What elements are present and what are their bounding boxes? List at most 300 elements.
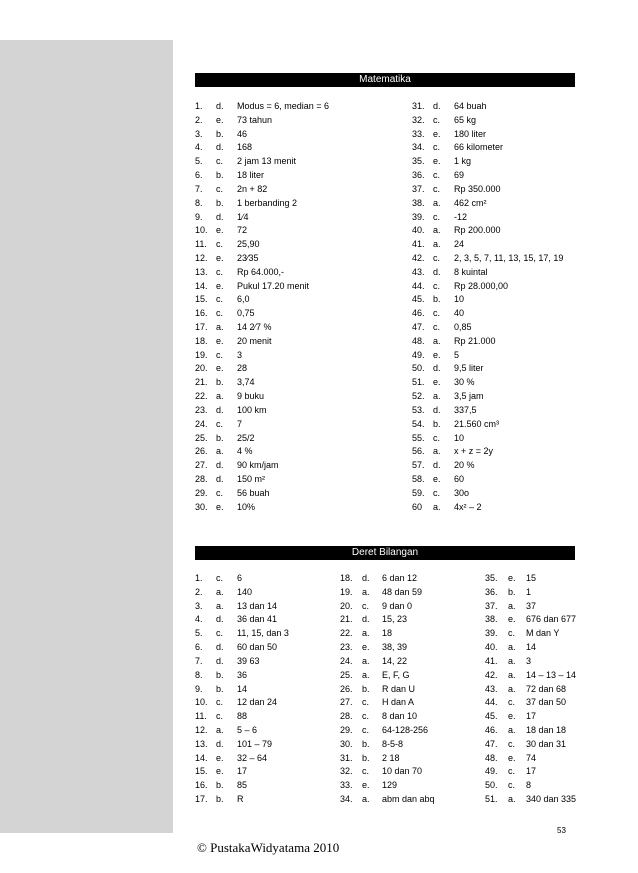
answer-text: 64 buah: [454, 101, 487, 111]
answer-text: Rp 350.000: [454, 183, 501, 194]
question-number: 58.: [412, 473, 425, 484]
answer-letter: b.: [216, 432, 224, 443]
answer-text: 5 – 6: [237, 724, 258, 735]
answer-text: 1 kg: [454, 156, 472, 167]
question-number: 22.: [195, 391, 208, 402]
answer-text: 2n + 82: [237, 183, 268, 194]
answer-row: [195, 724, 335, 738]
answer-letter: a.: [433, 197, 441, 208]
question-number: 34.: [340, 794, 353, 804]
answer-letter: e.: [362, 780, 370, 791]
answer-row: [340, 600, 480, 614]
answer-row: [485, 669, 595, 683]
answer-text: Rp 28.000,00: [454, 280, 509, 291]
answer-letter: d.: [216, 642, 224, 653]
answer-letter: b.: [362, 752, 370, 763]
question-number: 41.: [412, 239, 425, 250]
answer-text: 14: [237, 683, 248, 694]
answer-row: [412, 459, 587, 473]
question-number: 5.: [195, 628, 203, 639]
question-number: 46.: [485, 724, 498, 735]
answer-text: 8 dan 10: [382, 711, 418, 722]
answer-text: 100 km: [237, 404, 267, 415]
question-number: 26.: [340, 683, 353, 694]
question-number: 9.: [195, 683, 203, 694]
answer-text: x + z = 2y: [454, 446, 494, 457]
question-number: 13.: [195, 738, 208, 749]
answer-letter: c.: [433, 487, 441, 498]
answer-text: 0,75: [237, 308, 255, 319]
answer-text: 25/2: [237, 432, 255, 443]
question-number: 19.: [195, 349, 208, 360]
answer-letter: d.: [362, 573, 370, 583]
answer-text: 40: [454, 308, 465, 319]
answer-text: 18: [382, 628, 393, 639]
answer-row: [412, 418, 587, 432]
answer-text: 6 dan 12: [382, 573, 418, 583]
answer-row: [195, 114, 395, 128]
answer-row: [412, 432, 587, 446]
answer-row: [412, 224, 587, 238]
answer-text: 10%: [237, 501, 256, 512]
answer-letter: e.: [216, 280, 224, 291]
answer-row: [340, 696, 480, 710]
answer-letter: e.: [433, 156, 441, 167]
answer-row: [195, 487, 395, 501]
answer-letter: e.: [362, 642, 370, 653]
answer-text: 30 dan 31: [526, 738, 567, 749]
answer-letter: d.: [433, 363, 441, 374]
question-number: 8.: [195, 197, 203, 208]
question-number: 11.: [195, 711, 207, 722]
question-number: 50.: [485, 780, 498, 791]
answer-row: [195, 141, 395, 155]
answer-text: 6,0: [237, 294, 250, 305]
question-number: 37.: [412, 183, 425, 194]
answer-text: 14: [526, 642, 537, 653]
answer-letter: c.: [216, 266, 224, 277]
answer-text: 23⁄35: [237, 252, 259, 263]
answer-letter: c.: [508, 780, 516, 791]
answer-text: 9,5 liter: [454, 363, 484, 374]
question-number: 3.: [195, 128, 203, 139]
answer-row: [485, 586, 595, 600]
answer-row: [195, 586, 335, 600]
question-number: 28.: [340, 711, 353, 722]
question-number: 6.: [195, 642, 203, 653]
answer-letter: c.: [362, 697, 370, 708]
answer-text: -12: [454, 211, 468, 222]
answer-row: [340, 572, 480, 586]
answer-row: [412, 349, 587, 363]
answer-letter: c.: [433, 432, 441, 443]
gray-sidebar: [0, 40, 173, 833]
answer-letter: c.: [216, 183, 224, 194]
answer-letter: e.: [216, 252, 224, 263]
question-number: 15.: [195, 294, 208, 305]
answer-letter: c.: [216, 573, 224, 583]
question-number: 27.: [195, 460, 208, 471]
answer-text: Rp 21.000: [454, 335, 496, 346]
answer-row: [485, 710, 595, 724]
answer-letter: a.: [433, 225, 441, 236]
question-number: 15.: [195, 766, 208, 777]
answer-row: [412, 211, 587, 225]
answer-letter: d.: [216, 142, 224, 153]
answer-letter: c.: [433, 322, 441, 332]
answer-text: 36: [237, 669, 248, 680]
answer-letter: c.: [433, 170, 441, 181]
answer-text: 14, 22: [382, 655, 408, 666]
question-number: 46.: [412, 308, 425, 319]
answer-row: [340, 793, 480, 807]
answer-letter: c.: [216, 239, 224, 250]
answer-text: 8: [526, 780, 532, 791]
answer-letter: e.: [433, 349, 441, 360]
question-number: 18.: [195, 335, 208, 346]
question-number: 45.: [485, 711, 498, 722]
answer-row: [195, 390, 395, 404]
answer-text: 20 %: [454, 460, 475, 471]
answer-text: 24: [454, 239, 465, 250]
answer-row: [340, 613, 480, 627]
answer-text: 340 dan 335: [526, 794, 577, 804]
answer-letter: d.: [216, 738, 224, 749]
answer-row: [412, 307, 587, 321]
question-number: 33.: [340, 780, 353, 791]
answer-row: [485, 627, 595, 641]
question-number: 57.: [412, 460, 425, 471]
answer-row: [412, 128, 587, 142]
answer-letter: e.: [433, 473, 441, 484]
question-number: 2.: [195, 114, 203, 125]
answer-row: [412, 197, 587, 211]
answer-text: 46: [237, 128, 248, 139]
answer-text: Modus = 6, median = 6: [237, 101, 330, 111]
answer-row: [195, 293, 395, 307]
question-number: 51.: [412, 377, 425, 388]
answer-text: 90 km/jam: [237, 460, 279, 471]
question-number: 21.: [340, 614, 353, 625]
answer-text: 85: [237, 780, 248, 791]
answer-row: [195, 752, 335, 766]
question-number: 24.: [195, 418, 208, 429]
answer-letter: c.: [362, 766, 370, 777]
answer-row: [195, 445, 395, 459]
answer-letter: e.: [216, 752, 224, 763]
answer-row: [195, 183, 395, 197]
question-number: 47.: [412, 322, 425, 332]
answer-letter: d.: [433, 266, 441, 277]
answer-text: 38, 39: [382, 642, 408, 653]
answer-text: 73 tahun: [237, 114, 273, 125]
answer-row: [195, 252, 395, 266]
answer-letter: a.: [433, 501, 441, 512]
answer-text: 337,5: [454, 404, 477, 415]
answer-letter: e.: [508, 573, 516, 583]
question-number: 30.: [340, 738, 353, 749]
answer-letter: c.: [433, 252, 441, 263]
question-number: 20.: [340, 600, 353, 611]
question-number: 20.: [195, 363, 208, 374]
answer-text: 462 cm²: [454, 197, 487, 208]
answer-row: [340, 669, 480, 683]
answer-text: 66 kilometer: [454, 142, 504, 153]
question-number: 40.: [485, 642, 498, 653]
question-number: 31.: [412, 101, 425, 111]
answer-letter: c.: [508, 697, 516, 708]
question-number: 49.: [412, 349, 425, 360]
answer-row: [485, 613, 595, 627]
answer-row: [340, 641, 480, 655]
answer-letter: b.: [216, 128, 224, 139]
question-number: 29.: [340, 724, 353, 735]
answer-text: 30o: [454, 487, 470, 498]
answer-text: 18 liter: [237, 170, 265, 181]
answer-row: [195, 459, 395, 473]
answer-letter: a.: [216, 586, 224, 597]
answer-letter: c.: [216, 628, 224, 639]
answer-row: [195, 266, 395, 280]
answer-text: 14 2⁄7 %: [237, 322, 272, 332]
answer-text: H dan A: [382, 697, 415, 708]
answer-text: 4x² – 2: [454, 501, 482, 512]
answer-row: [195, 307, 395, 321]
answer-row: [340, 724, 480, 738]
answer-text: 30 %: [454, 377, 475, 388]
answer-text: 9 dan 0: [382, 600, 413, 611]
question-number: 32.: [340, 766, 353, 777]
answer-text: 11, 15, dan 3: [237, 628, 289, 639]
answer-text: 3: [526, 655, 532, 666]
answer-row: [195, 710, 335, 724]
answer-letter: c.: [216, 418, 224, 429]
answer-text: Pukul 17.20 menit: [237, 280, 310, 291]
answer-row: [195, 627, 335, 641]
question-number: 2.: [195, 586, 203, 597]
answer-letter: a.: [433, 335, 441, 346]
answer-row: [195, 362, 395, 376]
answer-row: [195, 280, 395, 294]
answer-text: 56 buah: [237, 487, 270, 498]
answer-row: [412, 238, 587, 252]
answer-row: [340, 738, 480, 752]
question-number: 43.: [485, 683, 498, 694]
answer-text: M dan Y: [526, 628, 560, 639]
question-number: 38.: [485, 614, 498, 625]
answer-letter: c.: [216, 156, 224, 167]
answer-letter: c.: [508, 738, 516, 749]
answer-row: [195, 473, 395, 487]
question-number: 12.: [195, 724, 208, 735]
answer-row: [195, 197, 395, 211]
answer-letter: d.: [216, 473, 224, 484]
answer-text: 180 liter: [454, 128, 487, 139]
answer-text: 2, 3, 5, 7, 11, 13, 15, 17, 19: [454, 252, 564, 263]
answer-letter: a.: [362, 628, 370, 639]
answer-row: [195, 432, 395, 446]
answer-row: [195, 501, 395, 515]
answer-text: 7: [237, 418, 243, 429]
question-number: 16.: [195, 308, 208, 319]
answer-row: [412, 487, 587, 501]
question-number: 21.: [195, 377, 208, 388]
answer-text: 2 jam 13 menit: [237, 156, 297, 167]
answer-letter: b.: [508, 586, 516, 597]
answer-row: [485, 600, 595, 614]
answer-letter: c.: [362, 711, 370, 722]
answer-text: 60: [454, 473, 465, 484]
question-number: 9.: [195, 211, 203, 222]
answer-row: [412, 155, 587, 169]
answer-text: Rp 64.000,-: [237, 266, 285, 277]
answer-text: 72: [237, 225, 248, 236]
answer-letter: c.: [508, 628, 516, 639]
answer-text: 10: [454, 432, 465, 443]
answer-text: 60 dan 50: [237, 642, 278, 653]
answer-letter: c.: [433, 308, 441, 319]
answer-row: [485, 724, 595, 738]
answer-letter: b.: [216, 197, 224, 208]
answer-row: [412, 280, 587, 294]
answer-text: 8-5-8: [382, 738, 404, 749]
answer-row: [412, 114, 587, 128]
answer-letter: d.: [216, 614, 224, 625]
answer-letter: c.: [216, 711, 224, 722]
question-number: 23.: [195, 404, 208, 415]
matematika-left-column: [195, 100, 395, 514]
question-number: 14.: [195, 752, 208, 763]
answer-row: [412, 362, 587, 376]
answer-row: [412, 183, 587, 197]
answer-letter: e.: [216, 501, 224, 512]
answer-letter: a.: [216, 322, 224, 332]
answer-text: 17: [526, 711, 537, 722]
question-number: 52.: [412, 391, 425, 402]
answer-row: [195, 696, 335, 710]
question-number: 31.: [340, 752, 353, 763]
answer-text: 20 menit: [237, 335, 272, 346]
question-number: 47.: [485, 738, 498, 749]
answer-text: 25,90: [237, 239, 260, 250]
question-number: 12.: [195, 252, 208, 263]
question-number: 36.: [485, 586, 498, 597]
answer-row: [195, 128, 395, 142]
question-number: 39.: [485, 628, 498, 639]
answer-text: 17: [526, 766, 537, 777]
answer-row: [340, 683, 480, 697]
answer-row: [340, 710, 480, 724]
answer-row: [195, 335, 395, 349]
answer-letter: e.: [216, 225, 224, 236]
answer-row: [412, 335, 587, 349]
answer-row: [195, 211, 395, 225]
answer-row: [340, 586, 480, 600]
answer-letter: e.: [216, 363, 224, 374]
answer-text: 14 – 13 – 14: [526, 669, 577, 680]
answer-text: 39 63: [237, 655, 260, 666]
question-number: 43.: [412, 266, 425, 277]
question-number: 32.: [412, 114, 425, 125]
answer-text: 3: [237, 349, 243, 360]
answer-text: 1 berbanding 2: [237, 197, 298, 208]
answer-text: 140: [237, 586, 253, 597]
deret-column-3: [485, 572, 595, 807]
question-number: 25.: [340, 669, 353, 680]
answer-row: [340, 655, 480, 669]
question-number: 50.: [412, 363, 425, 374]
answer-letter: b.: [433, 294, 441, 305]
answer-letter: a.: [216, 600, 224, 611]
answer-letter: c.: [216, 487, 224, 498]
answer-row: [485, 655, 595, 669]
answer-text: 1⁄4: [237, 211, 249, 222]
answer-letter: c.: [433, 114, 441, 125]
question-number: 34.: [412, 142, 425, 153]
question-number: 4.: [195, 142, 203, 153]
answer-text: Rp 200.000: [454, 225, 501, 236]
answer-row: [412, 376, 587, 390]
question-number: 3.: [195, 600, 203, 611]
answer-text: 88: [237, 711, 248, 722]
deret-bilangan-header: Deret Bilangan: [195, 546, 575, 560]
answer-row: [340, 752, 480, 766]
question-number: 37.: [485, 600, 498, 611]
answer-text: 37: [526, 600, 537, 611]
question-number: 41.: [485, 655, 498, 666]
answer-letter: a.: [433, 239, 441, 250]
answer-text: 6: [237, 573, 243, 583]
question-number: 35.: [485, 573, 498, 583]
answer-letter: d.: [216, 655, 224, 666]
question-number: 6.: [195, 170, 203, 181]
answer-row: [195, 155, 395, 169]
answer-row: [340, 779, 480, 793]
answer-row: [485, 683, 595, 697]
answer-text: 21.560 cm³: [454, 418, 500, 429]
answer-row: [195, 238, 395, 252]
deret-column-1: [195, 572, 335, 807]
question-number: 8.: [195, 669, 203, 680]
answer-row: [195, 100, 395, 114]
answer-row: [195, 572, 335, 586]
answer-row: [412, 100, 587, 114]
question-number: 1.: [195, 101, 203, 111]
answer-letter: c.: [216, 294, 224, 305]
answer-letter: a.: [433, 391, 441, 402]
page-number: 53: [557, 826, 566, 835]
answer-row: [485, 572, 595, 586]
question-number: 56.: [412, 446, 425, 457]
answer-row: [195, 169, 395, 183]
question-number: 29.: [195, 487, 208, 498]
question-number: 60: [412, 501, 423, 512]
question-number: 40.: [412, 225, 425, 236]
question-number: 49.: [485, 766, 498, 777]
answer-letter: b.: [216, 683, 224, 694]
answer-letter: a.: [508, 655, 516, 666]
answer-text: 15, 23: [382, 614, 408, 625]
answer-row: [412, 252, 587, 266]
question-number: 42.: [412, 252, 425, 263]
answer-letter: d.: [433, 404, 441, 415]
answer-text: 676 dan 677: [526, 614, 577, 625]
answer-letter: c.: [508, 766, 516, 777]
answer-letter: c.: [433, 142, 441, 153]
answer-text: 168: [237, 142, 253, 153]
answer-row: [195, 404, 395, 418]
answer-row: [412, 404, 587, 418]
